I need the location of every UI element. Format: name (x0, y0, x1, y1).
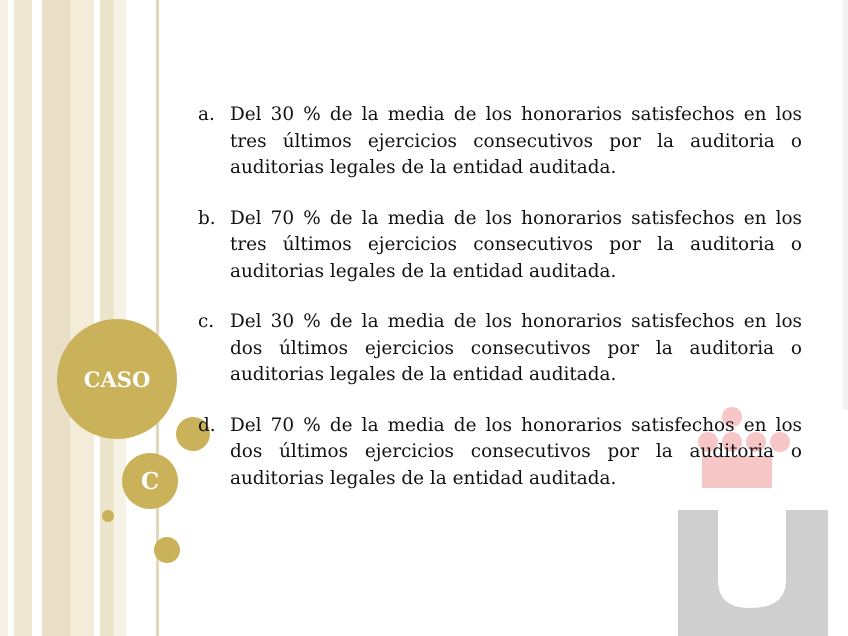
option-a[interactable] (198, 102, 802, 182)
option-text: Del 70 % de la media de los honorarios satisfechos en los tres últimos ejercicios consecutivos por la auditoria o auditorias legales de la entidad auditada. (230, 207, 802, 282)
decor-stripe-6 (70, 0, 94, 636)
decor-stripe-5 (42, 0, 70, 636)
decor-circle-tiny (102, 510, 114, 522)
decor-stripe-1 (0, 0, 8, 636)
decor-stripe-8 (100, 0, 114, 636)
caso-circle (57, 319, 177, 439)
option-b[interactable] (198, 206, 802, 286)
option-letter: b. (198, 207, 216, 229)
decor-stripe-3 (14, 0, 32, 636)
option-letter: c. (198, 311, 215, 332)
option-letter: a. (198, 104, 215, 125)
decor-stripe-4 (32, 0, 42, 636)
right-edge-bar (843, 0, 848, 410)
caso-label: CASO (83, 366, 151, 392)
decor-stripe-9 (114, 0, 126, 636)
option-letter: d. (198, 414, 216, 436)
option-text: Del 70 % de la media de los honorarios satisfechos en los dos últimos ejercicios consecutivos por la auditoria o auditorias legales de la entidad auditada. (230, 414, 802, 489)
decor-circle-small-2 (154, 537, 180, 563)
option-text: Del 30 % de la media de los honorarios satisfechos en los tres últimos ejercicios consecutivos por la auditoria o auditorias legales de la entidad auditada. (230, 104, 802, 178)
answer-options (198, 102, 802, 516)
case-letter-circle (122, 453, 178, 509)
option-c[interactable] (198, 309, 802, 389)
option-d[interactable] (198, 413, 802, 493)
option-text: Del 30 % de la media de los honorarios satisfechos en los dos últimos ejercicios consecutivos por la auditoria o auditorias legales de la entidad auditada. (230, 311, 802, 385)
case-letter: C (140, 467, 160, 495)
decor-stripe-10 (126, 0, 148, 636)
